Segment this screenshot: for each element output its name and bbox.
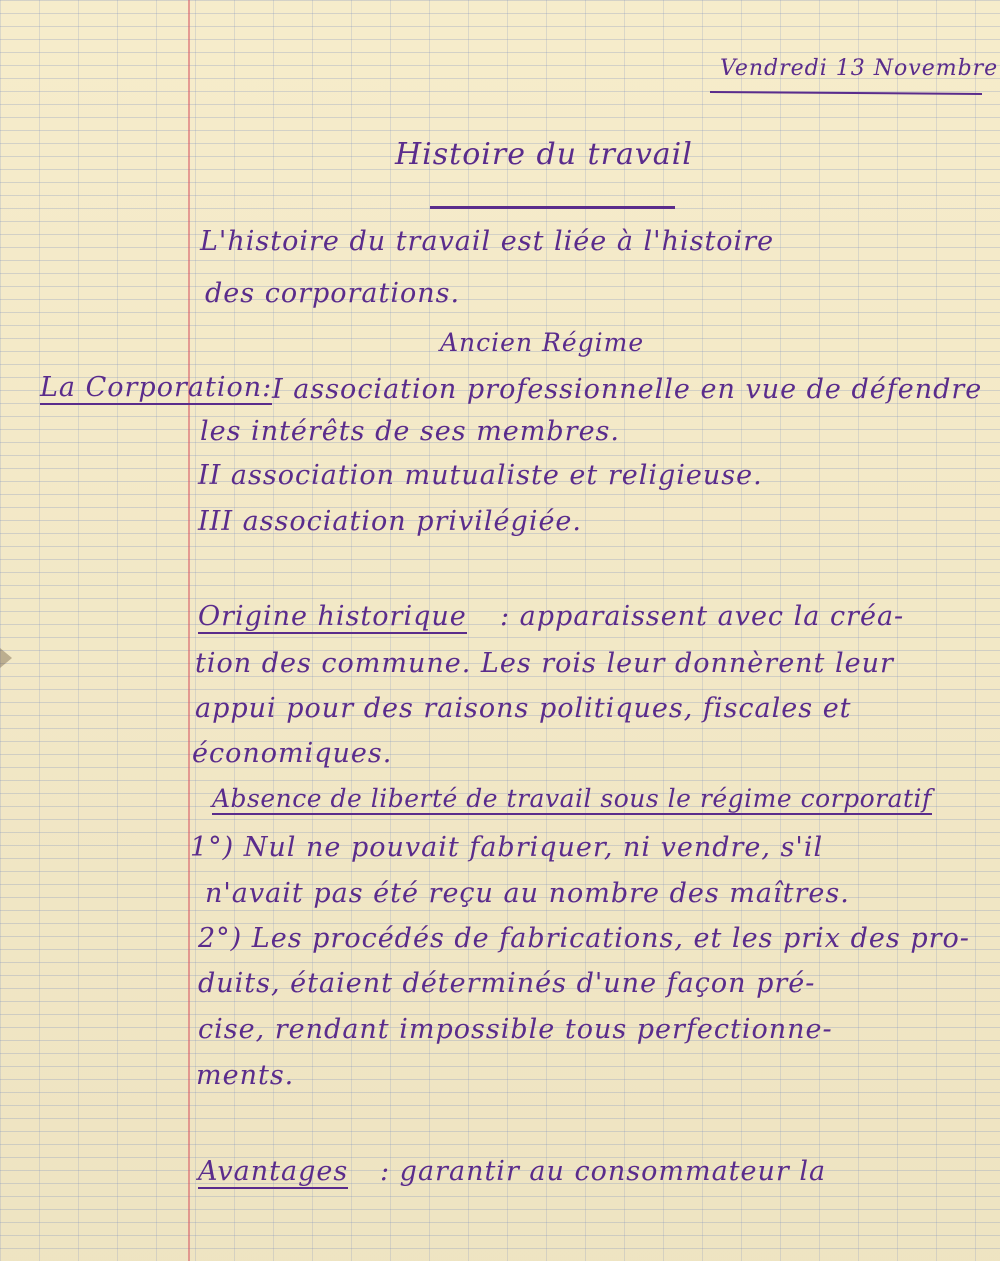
corporation-point-1-line-1: I association professionnelle en vue de défendre (272, 374, 983, 405)
absence-item-1-line-1: 1°) Nul ne pouvait fabriquer, ni vendre, s'il (190, 832, 824, 863)
origine-line-2: tion des commune. Les rois leur donnèrent leur (195, 648, 894, 679)
intro-line-2: des corporations. (205, 278, 461, 309)
origine-line-1: : apparaissent avec la créa- (500, 601, 905, 632)
date-heading: Vendredi 13 Novembre (720, 56, 999, 81)
binding-mark (0, 648, 12, 668)
date-underline (710, 91, 982, 95)
origine-line-3: appui pour des raisons politiques, fiscales et (195, 693, 852, 724)
absence-item-2-line-2: duits, étaient déterminés d'une façon pré- (198, 968, 816, 999)
page-title: Histoire du travail (395, 137, 693, 172)
avantages-label: Avantages (198, 1156, 349, 1187)
margin-rule (188, 0, 190, 1261)
corporation-point-3: III association privilégiée. (198, 506, 582, 537)
absence-item-1-line-2: n'avait pas été reçu au nombre des maîtres. (205, 878, 850, 909)
absence-item-2-line-3: cise, rendant impossible tous perfectionne- (198, 1014, 833, 1045)
avantages-rest: : garantir au consommateur la (380, 1156, 827, 1187)
intro-line-1: L'histoire du travail est liée à l'histoire (200, 226, 775, 257)
absence-heading: Absence de liberté de travail sous le régime corporatif (212, 784, 932, 813)
absence-item-2-line-4: ments. (196, 1060, 295, 1091)
corporation-point-1-line-2: les intérêts de ses membres. (200, 416, 620, 447)
title-rule (430, 206, 675, 209)
origine-label: Origine historique (198, 601, 467, 632)
absence-item-2-line-1: 2°) Les procédés de fabrications, et les prix des pro- (198, 923, 970, 954)
corporation-point-2: II association mutualiste et religieuse. (198, 460, 763, 491)
origine-line-4: économiques. (192, 738, 393, 769)
corporation-label: La Corporation: (40, 372, 273, 403)
section-heading: Ancien Régime (440, 328, 645, 357)
